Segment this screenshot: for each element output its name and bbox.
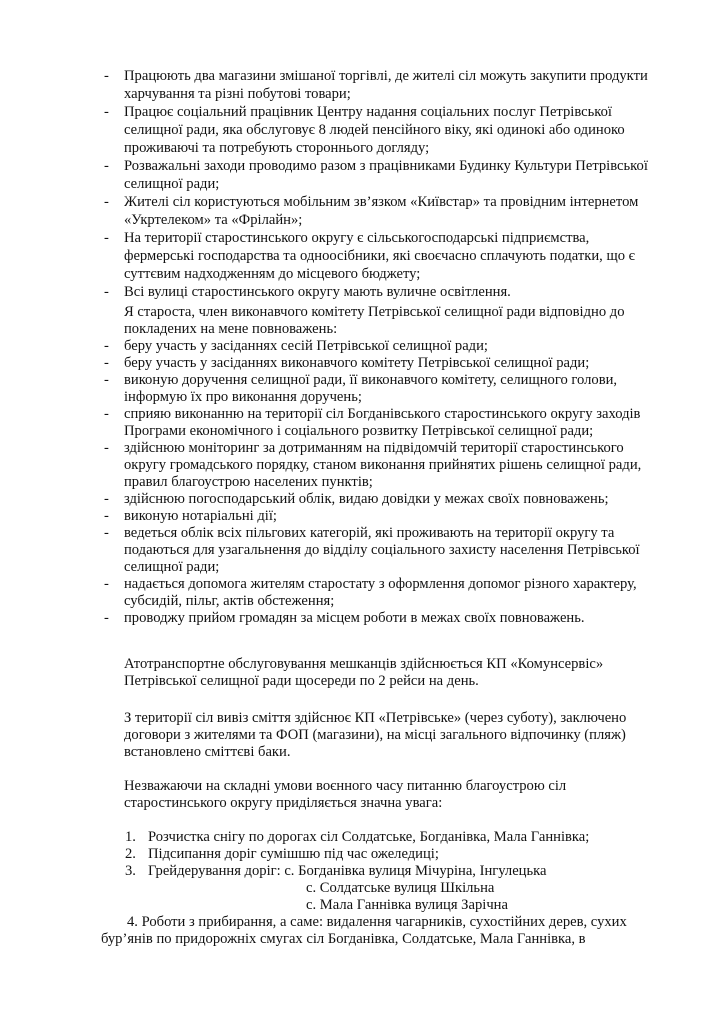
list-item-line: здійснюю погосподарський облік, видаю довідки у межах своїх повноважень;	[124, 491, 609, 507]
list-item-line: подаються для узагальнення до відділу соціального захисту населення Петрівської	[124, 542, 640, 558]
list-item-line: виконую нотаріальні дії;	[124, 508, 277, 524]
waste-line: З території сіл вивіз сміття здійснює КП «Петрівське» (через суботу), заключено	[124, 710, 627, 726]
list-item-line: сприяю виконанню на території сіл Богданівського старостинського округу заходів	[124, 406, 641, 422]
bullet-dash: -	[104, 230, 109, 246]
list-item-line: «Укртелеком» та «Фрілайн»;	[124, 212, 303, 228]
list-item-line: Розважальні заходи проводимо разом з працівниками Будинку Культури Петрівської	[124, 158, 648, 174]
bullet-dash: -	[104, 68, 109, 84]
list-item-line: ведеться облік всіх пільгових категорій, які проживають на території округу та	[124, 525, 615, 541]
grading-street-line: с. Солдатське вулиця Шкільна	[306, 880, 495, 896]
list-item-line: селищної ради, яка обслуговує 8 людей пенсійного віку, які одинокі або одиноко	[124, 122, 625, 138]
list-number: 1.	[125, 829, 136, 845]
bullet-dash: -	[104, 284, 109, 300]
numbered-item-text: Підсипання доріг сумішшю під час ожеледиці;	[148, 846, 439, 862]
bullet-dash: -	[104, 508, 109, 524]
list-item-line: Жителі сіл користуються мобільним зв’язком «Київстар» та провідним інтернетом	[124, 194, 639, 210]
waste-line: договори з жителями та ФОП (магазини), на місці загального відпочинку (пляж)	[124, 727, 626, 743]
list-item-line: правил благоустрою населених пунктів;	[124, 474, 373, 490]
bullet-dash: -	[104, 372, 109, 388]
bullet-dash: -	[104, 406, 109, 422]
list-item-line: беру участь у засіданнях виконавчого комітету Петрівської селищної ради;	[124, 355, 590, 371]
numbered-item-text: Розчистка снігу по дорогах сіл Солдатське, Богданівка, Мала Ганнівка;	[148, 829, 590, 845]
intro-line: Я староста, член виконавчого комітету Петрівської селищної ради відповідно до	[124, 304, 625, 320]
item4-line: 4. Роботи з прибирання, а саме: видалення чагарників, сухостійних дерев, сухих	[127, 914, 627, 930]
improvement-line: Незважаючи на складні умови воєнного часу питанню благоустрою сіл	[124, 778, 567, 794]
bullet-dash: -	[104, 338, 109, 354]
numbered-item-text: Грейдерування доріг: с. Богданівка вулиця Мічуріна, Інгулецька	[148, 863, 547, 879]
bullet-dash: -	[104, 576, 109, 592]
list-item-line: селищної ради;	[124, 559, 220, 575]
item4-line: бур’янів по придорожніх смугах сіл Богданівка, Солдатське, Мала Ганнівка, в	[101, 931, 586, 947]
list-item-line: фермерські господарства та одноосібники, які своєчасно сплачують податки, що є	[124, 248, 635, 264]
transport-line: Атотранспортне обслуговування мешканців здійснюється КП «Комунсервіс»	[124, 656, 604, 672]
list-item-line: проводжу прийом громадян за місцем роботи в межах своїх повноважень.	[124, 610, 585, 626]
list-item-line: беру участь у засіданнях сесій Петрівської селищної ради;	[124, 338, 488, 354]
list-item-line: проживаючі та потребують стороннього догляду;	[124, 140, 430, 156]
intro-line: покладених на мене повноважень:	[124, 321, 338, 337]
list-item-line: суттєвим надходженням до місцевого бюджету;	[124, 266, 421, 282]
list-item-line: виконую доручення селищної ради, її виконавчого комітету, селищного голови,	[124, 372, 618, 388]
list-number: 3.	[125, 863, 136, 879]
list-item-line: Всі вулиці старостинського округу мають вуличне освітлення.	[124, 284, 511, 300]
bullet-dash: -	[104, 158, 109, 174]
bullet-dash: -	[104, 525, 109, 541]
bullet-dash: -	[104, 194, 109, 210]
improvement-line: старостинського округу приділяється значна увага:	[124, 795, 443, 811]
list-number: 2.	[125, 846, 136, 862]
list-item-line: Працює соціальний працівник Центру надання соціальних послуг Петрівської	[124, 104, 612, 120]
bullet-dash: -	[104, 610, 109, 626]
bullet-dash: -	[104, 355, 109, 371]
grading-street-line: с. Мала Ганнівка вулиця Зарічна	[306, 897, 508, 913]
bullet-dash: -	[104, 440, 109, 456]
list-item-line: інформую їх про виконання доручень;	[124, 389, 362, 405]
list-item-line: Працюють два магазини змішаної торгівлі, де жителі сіл можуть закупити продукти	[124, 68, 648, 84]
list-item-line: селищної ради;	[124, 176, 220, 192]
list-item-line: Програми економічного і соціального розвитку Петрівської селищної ради;	[124, 423, 594, 439]
list-item-line: харчування та різні побутові товари;	[124, 86, 351, 102]
list-item-line: здійснюю моніторинг за дотриманням на підвідомчій території старостинського	[124, 440, 624, 456]
list-item-line: надається допомога жителям старостату з оформлення допомог різного характеру,	[124, 576, 637, 592]
transport-line: Петрівської селищної ради щосереди по 2 рейси на день.	[124, 673, 479, 689]
list-item-line: округу громадського порядку, станом виконання прийнятих рішень селищної ради,	[124, 457, 642, 473]
bullet-dash: -	[104, 491, 109, 507]
list-item-line: субсидій, пільг, актів обстеження;	[124, 593, 335, 609]
bullet-dash: -	[104, 104, 109, 120]
waste-line: встановлено сміттєві баки.	[124, 744, 291, 760]
list-item-line: На території старостинського округу є сільськогосподарські підприємства,	[124, 230, 590, 246]
